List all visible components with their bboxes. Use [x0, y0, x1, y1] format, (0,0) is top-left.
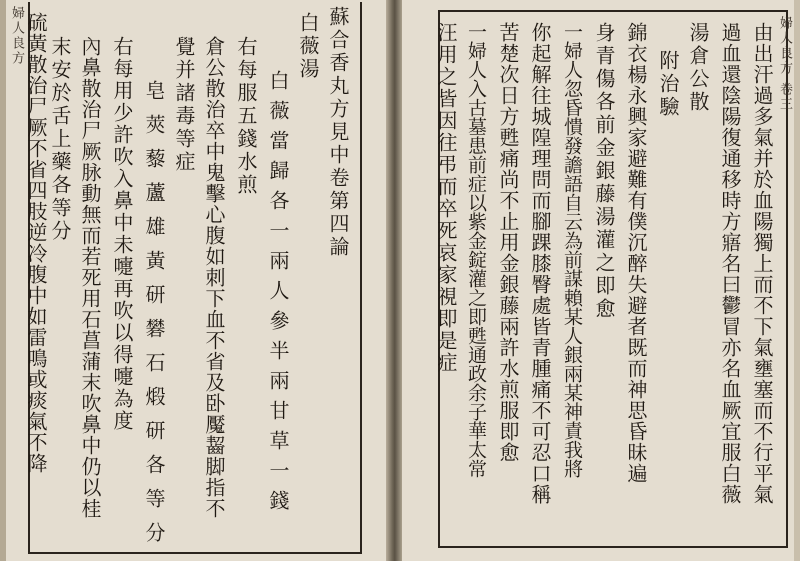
left-col-4: 右每服五錢水煎 [234, 36, 258, 197]
right-col-3: 湯倉公散 [686, 22, 710, 114]
right-col-5: 錦衣楊永興家避難有僕沉醉失避者既而神思昏昧遍 [624, 22, 648, 484]
book-gutter [386, 0, 402, 561]
left-col-10: 末安於舌上藥各等分 [48, 36, 72, 243]
right-col-1: 由出汗過多氣并於血陽獨上而不下氣壅塞而不行平氣 [750, 22, 774, 505]
right-col-6: 身青傷各前金銀藤湯灌之即愈 [592, 22, 616, 321]
right-page [402, 0, 794, 561]
left-spine-label: 婦人良方 [9, 6, 24, 66]
right-col-8: 你起解往城隍理問而腳踝膝臀處皆青腫痛不可忍口稱 [528, 22, 552, 505]
left-col-6: 覺并諸毒等症 [172, 36, 196, 174]
left-col-9: 內鼻散治尸厥脉動無而若死用石菖蒲末吹鼻中仍以桂 [78, 36, 102, 519]
left-col-7: 皂莢藜蘆雄黃研礬石煅研各等分 [142, 80, 166, 556]
right-col-9: 苦楚次日方甦痛尚不止用金銀藤兩許水煎服即愈 [496, 22, 520, 463]
left-col-8: 右每用少許吹入鼻中未嚏再吹以得嚏為度 [110, 36, 134, 432]
left-col-2: 白薇湯 [296, 12, 320, 81]
page-edge-right [794, 0, 800, 561]
right-col-4: 附治驗 [656, 50, 680, 119]
right-col-11: 汪用之皆因往弔而卒死哀家視即是症 [434, 22, 458, 374]
left-col-3: 白薇當歸各一兩人參半兩甘草一錢 [266, 70, 290, 520]
right-spine-label: 婦人良方 卷三 [777, 16, 792, 113]
right-col-7: 一婦人忽昏憒發譫語自云為前謀賴某人銀兩某神責我將 [561, 22, 583, 478]
left-col-11: 硫黃散治尸厥不省四肢逆冷腹中如雷鳴或痰氣不降 [24, 12, 48, 474]
left-col-5: 倉公散治卒中鬼擊心腹如刺下血不省及卧魘齧脚指不 [202, 36, 226, 519]
left-col-1: 蘇合香丸方見中卷第四論 [326, 6, 350, 259]
right-col-2: 過血還陰陽復通移時方寤名曰鬱冒亦名血厥宜服白薇 [718, 22, 742, 505]
left-page [6, 0, 386, 561]
right-col-10: 一婦人入古墓患前症以紫金錠灌之即甦通政余子華太常 [465, 22, 487, 478]
